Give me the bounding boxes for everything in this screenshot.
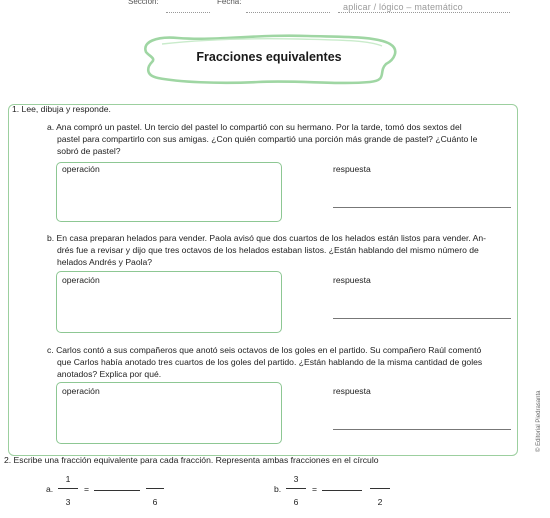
fraction-b-denominator: 6 — [293, 497, 299, 507]
fraction-a-answer-bar — [146, 488, 164, 489]
question-b-line-3: helados Andrés y Paola? — [57, 257, 153, 267]
operation-label-c: operación — [62, 386, 100, 396]
fraction-b-label: b. — [274, 484, 282, 494]
exercise-2-heading: 2. Escribe una fracción equivalente para cada fracción. Representa ambas fracciones en el círculo — [4, 455, 379, 465]
fraction-a-numerator: 1 — [65, 474, 71, 484]
operation-label-b: operación — [62, 275, 100, 285]
response-line-b[interactable] — [333, 318, 511, 319]
fraction-b-equals: = — [312, 484, 318, 494]
fecha-label: Fecha: — [217, 0, 242, 6]
question-c-line-1: c. Carlos contó a sus compañeros que anotó seis octavos de los goles en el partido. Su compañero Raúl comentó — [47, 345, 482, 355]
response-label-b: respuesta — [333, 275, 371, 285]
question-a-line-2: pastel para compartirlo con sus amigas. ¿Con quién compartió una porción más grande de pastel? ¿Cuánto le — [57, 134, 478, 144]
subject-tag: aplicar / lógico – matemático — [343, 2, 463, 12]
fraction-a-answer-numerator[interactable] — [94, 490, 140, 491]
response-line-a[interactable] — [333, 207, 511, 208]
fraction-a-bar — [58, 488, 78, 489]
response-line-c[interactable] — [333, 429, 511, 430]
fraction-b-answer-numerator[interactable] — [322, 490, 362, 491]
response-label-a: respuesta — [333, 164, 371, 174]
header-divider — [338, 12, 510, 13]
question-b-line-1: b. En casa preparan helados para vender. Paola avisó que dos cuartos de los helados están listos para vender. An- — [47, 233, 487, 243]
question-c-line-3: anotados? Explica por qué. — [57, 369, 162, 379]
publisher-credit: © Editorial Piedrasanta — [536, 390, 542, 452]
fraction-b-numerator: 3 — [293, 474, 299, 484]
page-title: Fracciones equivalentes — [196, 50, 342, 64]
exercise-1-heading: 1. Lee, dibuja y responde. — [12, 104, 111, 114]
fraction-b-answer-bar — [370, 488, 390, 489]
fraction-a-label: a. — [46, 484, 54, 494]
fraction-a-denominator: 3 — [65, 497, 71, 507]
question-a-line-1: a. Ana compró un pastel. Un tercio del pastel lo compartió con su hermano. Por la tarde, tomó dos sextos del — [47, 122, 462, 132]
seccion-field[interactable] — [166, 12, 210, 13]
question-a-line-3: sobró de pastel? — [57, 146, 121, 156]
fraction-b-target-denominator: 2 — [377, 497, 383, 507]
operation-label-a: operación — [62, 164, 100, 174]
fraction-b-bar — [286, 488, 306, 489]
fraction-a-target-denominator: 6 — [152, 497, 158, 507]
seccion-label: Sección: — [128, 0, 159, 6]
fraction-a-equals: = — [84, 484, 90, 494]
response-label-c: respuesta — [333, 386, 371, 396]
question-b-line-2: drés fue a revisar y dijo que tres octavos de los helados estaban listos. ¿Están hablando del mismo número de — [57, 245, 479, 255]
question-c-line-2: que Carlos había anotado tres cuartos de los goles del partido. ¿Están hablando de la misma cantidad de goles — [57, 357, 483, 367]
fecha-field[interactable] — [246, 12, 330, 13]
